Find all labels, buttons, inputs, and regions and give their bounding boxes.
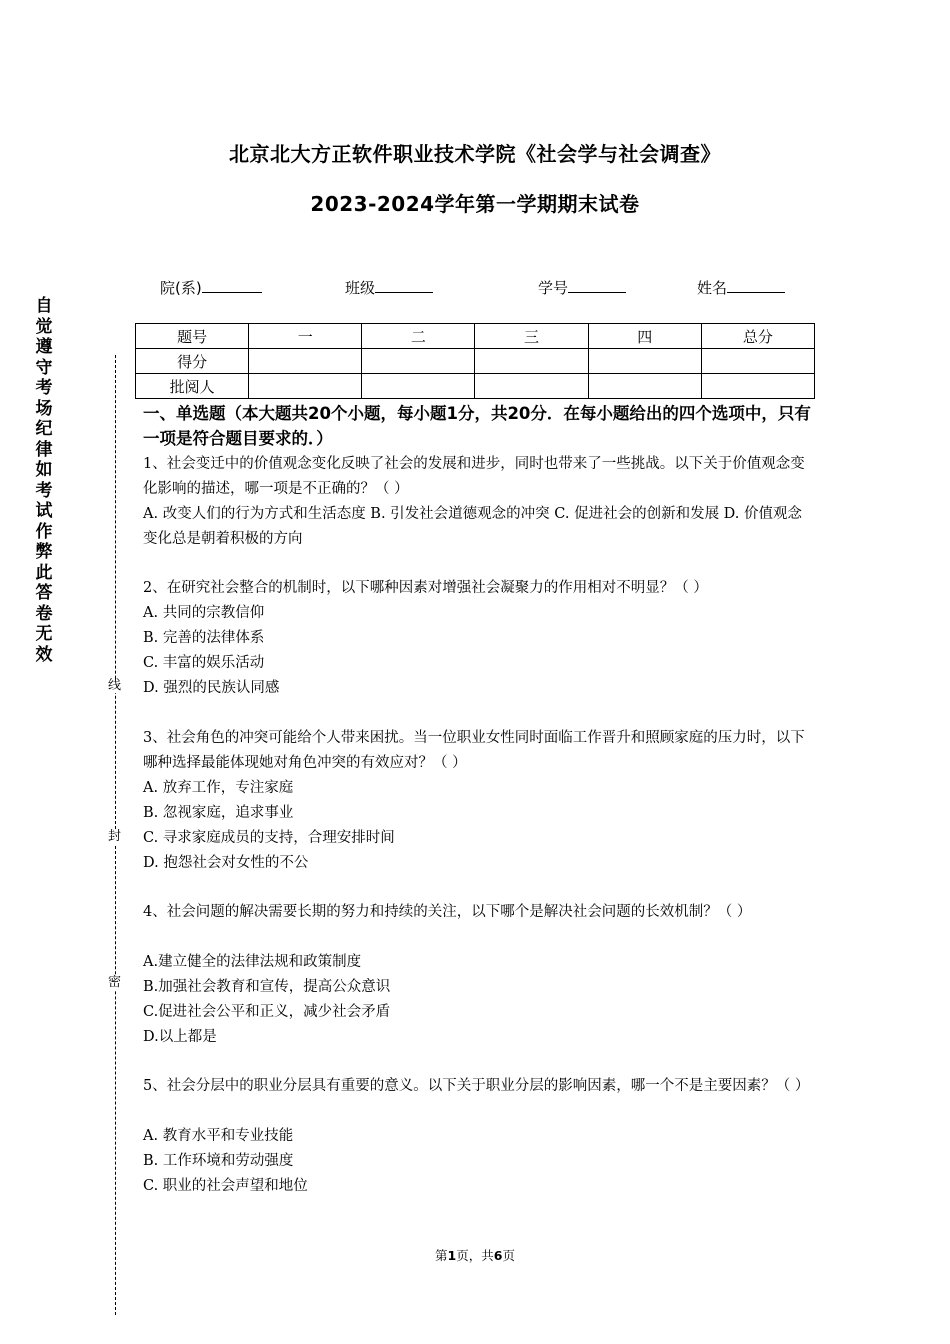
class-label: 班级 [345, 279, 376, 297]
score-cell[interactable] [588, 349, 701, 374]
option-4b[interactable]: B.加强社会教育和宣传，提高公众意识 [143, 979, 391, 995]
question-stem-1: 1、社会变迁中的价值观念变化反映了社会的发展和进步，同时也带来了一些挑战。以下关于价值观念变化影响的描述，哪一项是不正确的？（ ） [143, 456, 805, 497]
score-header-cell: 二 [362, 324, 475, 349]
question-stem-5: 5、社会分层中的职业分层具有重要的意义。以下关于职业分层的影响因素，哪一个不是主要因素？（ ） [143, 1078, 810, 1094]
dept-blank[interactable] [202, 276, 262, 293]
score-cell[interactable] [249, 349, 362, 374]
grader-cell[interactable] [475, 374, 588, 399]
score-cell[interactable] [475, 349, 588, 374]
name-blank[interactable] [727, 276, 785, 293]
name-label: 姓名 [697, 279, 728, 297]
exam-discipline-notice: 自觉遵守考场纪律如考试作弊此答卷无效 [35, 296, 53, 665]
option-4a[interactable]: A.建立健全的法律法规和政策制度 [143, 954, 362, 970]
grader-cell[interactable] [362, 374, 475, 399]
option-2b[interactable]: B. 完善的法律体系 [143, 630, 265, 646]
footer-prefix: 第 [435, 1248, 448, 1263]
score-cell[interactable] [362, 349, 475, 374]
score-header-cell: 三 [475, 324, 588, 349]
footer-middle: 页，共 [456, 1248, 494, 1263]
option-5a[interactable]: A. 教育水平和专业技能 [143, 1128, 294, 1144]
class-blank[interactable] [375, 276, 433, 293]
binding-mark-secret: 密 [108, 975, 122, 990]
grader-row [136, 374, 815, 399]
question-stem-3: 3、社会角色的冲突可能给个人带来困扰。当一位职业女性同时面临工作晋升和照顾家庭的压力时，以下哪种选择最能体现她对角色冲突的有效应对？（ ） [143, 730, 805, 771]
score-header-cell: 一 [249, 324, 362, 349]
option-5b[interactable]: B. 工作环境和劳动强度 [143, 1153, 294, 1169]
score-header-cell: 总分 [701, 324, 814, 349]
score-cell[interactable] [701, 349, 814, 374]
name-field[interactable] [697, 276, 785, 298]
grader-cell[interactable] [701, 374, 814, 399]
option-3a[interactable]: A. 放弃工作，专注家庭 [143, 780, 294, 796]
page-footer [0, 1246, 950, 1264]
score-row-label: 得分 [136, 349, 249, 374]
option-2c[interactable]: C. 丰富的娱乐活动 [143, 655, 265, 671]
footer-suffix: 页 [502, 1248, 515, 1263]
score-header-cell: 题号 [136, 324, 249, 349]
score-table-header-row [136, 324, 815, 349]
grader-cell[interactable] [249, 374, 362, 399]
dept-field[interactable] [160, 276, 262, 298]
footer-page-number: 1 [447, 1248, 457, 1263]
option-4d[interactable]: D.以上都是 [143, 1029, 217, 1045]
option-4c[interactable]: C.促进社会公平和正义，减少社会矛盾 [143, 1004, 391, 1020]
question-stem-2: 2、在研究社会整合的机制时，以下哪种因素对增强社会凝聚力的作用相对不明显？（ ） [143, 580, 708, 596]
score-header-cell: 四 [588, 324, 701, 349]
option-2d[interactable]: D. 强烈的民族认同感 [143, 680, 280, 696]
option-3b[interactable]: B. 忽视家庭，追求事业 [143, 805, 294, 821]
section-title: 一、单选题（本大题共20个小题，每小题1分，共20分．在每小题给出的四个选项中，只有一项是符合题目要求的．） [143, 404, 811, 448]
option-3c[interactable]: C. 寻求家庭成员的支持，合理安排时间 [143, 830, 395, 846]
student-id-blank[interactable] [568, 276, 626, 293]
student-id-label: 学号 [538, 279, 569, 297]
option-5c[interactable]: C. 职业的社会声望和地位 [143, 1178, 308, 1194]
option-2a[interactable]: A. 共同的宗教信仰 [143, 605, 265, 621]
grader-cell[interactable] [588, 374, 701, 399]
class-field[interactable] [345, 276, 433, 298]
option-3d[interactable]: D. 抱怨社会对女性的不公 [143, 855, 309, 871]
exam-title-line2: 2023-2024学年第一学期期末试卷 [310, 192, 640, 216]
student-id-field[interactable] [538, 276, 626, 298]
binding-mark-seal: 封 [108, 829, 122, 844]
score-row [136, 349, 815, 374]
question-options-1: A. 改变人们的行为方式和生活态度 B. 引发社会道德观念的冲突 C. 促进社会的创新和发展 D. 价值观念变化总是朝着积极的方向 [143, 506, 803, 547]
binding-mark-line: 线 [108, 678, 122, 693]
grader-row-label: 批阅人 [136, 374, 249, 399]
dept-label: 院(系) [160, 279, 202, 297]
score-table [135, 323, 815, 399]
footer-total-pages: 6 [493, 1248, 503, 1263]
question-stem-4: 4、社会问题的解决需要长期的努力和持续的关注，以下哪个是解决社会问题的长效机制？（ ） [143, 904, 752, 920]
exam-title-line1: 北京北大方正软件职业技术学院《社会学与社会调查》 [229, 142, 721, 166]
